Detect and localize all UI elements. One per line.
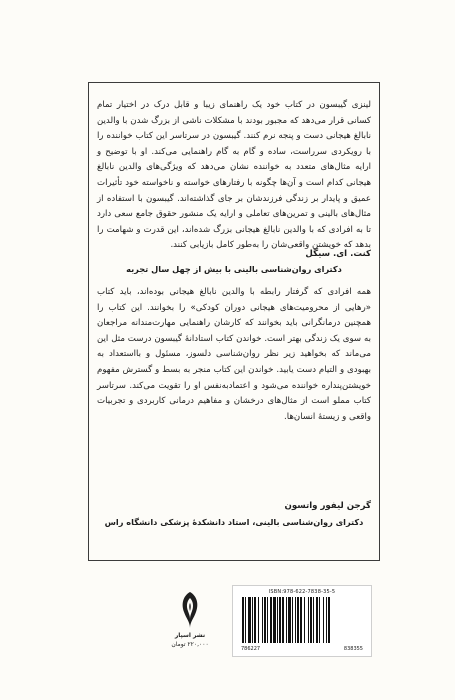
barcode-bar [304,597,305,643]
barcode-bar [308,597,309,643]
barcode-bar [264,597,266,643]
publisher-name: نشر اسپار [174,632,206,639]
review-text-1: لینزی گیبسون در کتاب خود یک راهنمای زیبا و قابل درک در اختیار تمام کسانی قرار می‌دهد که مجبور بودند با مشکلات ناشی از بزرگ شدن با والدین نابالغ هیجانی دست و پنجه نرم کنند. گیبسون در سرتاسر این کتاب خواننده را با رویکردی سرراست، ساده و گام به گام راهنمایی می‌کند. او با توضیح و ارایه مثال‌های متعدد به خواننده نشان می‌دهد که ویژگی‌های والدین نابالغ هیجانی کدام است و آن‌ها چگونه با رفتارهای خواسته و ناخواسته خود تأثیرات عمیق و پایدار بر زندگی فرزندشان بر جای گذاشته‌اند. گیبسون با استفاده از مثال‌های بالینی و تمرین‌های تعاملی و ارایه یک منشور حقوق جامع سعی دارد تا به افرادی که با والدین نابالغ هیجانی بزرگ شده‌اند، این قدرت و شهامت را بدهد که خویشتن واقعی‌شان را به‌طور کامل بازیابی کنند. [97,100,371,251]
barcode [232,585,372,657]
review-author-2: گرجن لیفور واتسون [284,501,371,511]
barcode-bar [326,597,327,643]
barcode-bar [267,597,268,643]
barcode-bar [319,597,320,643]
barcode-bar [277,597,278,643]
barcode-bar [248,597,251,643]
barcode-bar [295,597,296,643]
review-author-1: کنت. ای. سیگل [305,249,371,259]
barcode-bar [286,597,287,643]
barcode-bars [242,597,364,643]
barcode-bar [282,597,284,643]
barcode-bar [262,597,263,643]
barcode-bar [252,597,253,643]
barcode-bar [254,597,256,643]
review-credential-2: دکترای روان‌شناسی بالینی، استاد دانشکدهٔ پزشکی دانشگاه راس [104,517,364,527]
barcode-digits [233,646,371,652]
barcode-right-digits: 838355 [343,646,363,652]
barcode-bar [242,597,244,643]
barcode-bar [313,597,314,643]
isbn-label: ISBN:978-622-7838-35-5 [268,589,336,595]
barcode-bar [316,597,318,643]
publisher-logo-icon [178,590,202,630]
barcode-bar [273,597,276,643]
barcode-bar [270,597,272,643]
barcode-bar [292,597,293,643]
review-text-2: همه افرادی که گرفتار رابطه با والدین نابالغ هیجانی بوده‌اند، باید کتاب «رهایی از محرومیت‌های هیجانی دوران کودکی» را بخوانند. این کتاب را همچنین درمانگرانی باید بخوانند که کارشان راهنمایی مهارت‌مندانه مراجعان به سوی یک زندگی بهتر است. خواندن کتاب استادانهٔ گیبسون درست مثل این می‌ماند که بخواهید زیر نظر روان‌شناسی دلسوز، مسئول و بااستعداد به بهبودی و التیام دست یابید. خواندن این کتاب منجر به بسط و گسترش مفهوم خویشتن‌پنداره خواننده می‌شود و اعتمادبه‌نفس او را تقویت می‌کند. سرتاسر کتاب مملو است از مثال‌های درخشان و مفاهیم درمانی کاربردی و تجربیات واقعی و زیستهٔ انسان‌ها. [97,287,371,422]
price-label: ۲۲۰,۰۰۰ تومان [171,641,209,648]
barcode-bar [258,597,259,643]
barcode-bar [288,597,291,643]
barcode-bar [323,597,324,643]
barcode-bar [279,597,281,643]
barcode-bar [297,597,299,643]
barcode-bar [328,597,330,643]
barcode-bar [300,597,302,643]
barcode-left-digits: 786227 [241,646,261,652]
barcode-bar [245,597,246,643]
barcode-bar [310,597,312,643]
review-credential-1: دکترای روان‌شناسی بالینی با بیش از چهل سال تجربه [126,264,342,274]
